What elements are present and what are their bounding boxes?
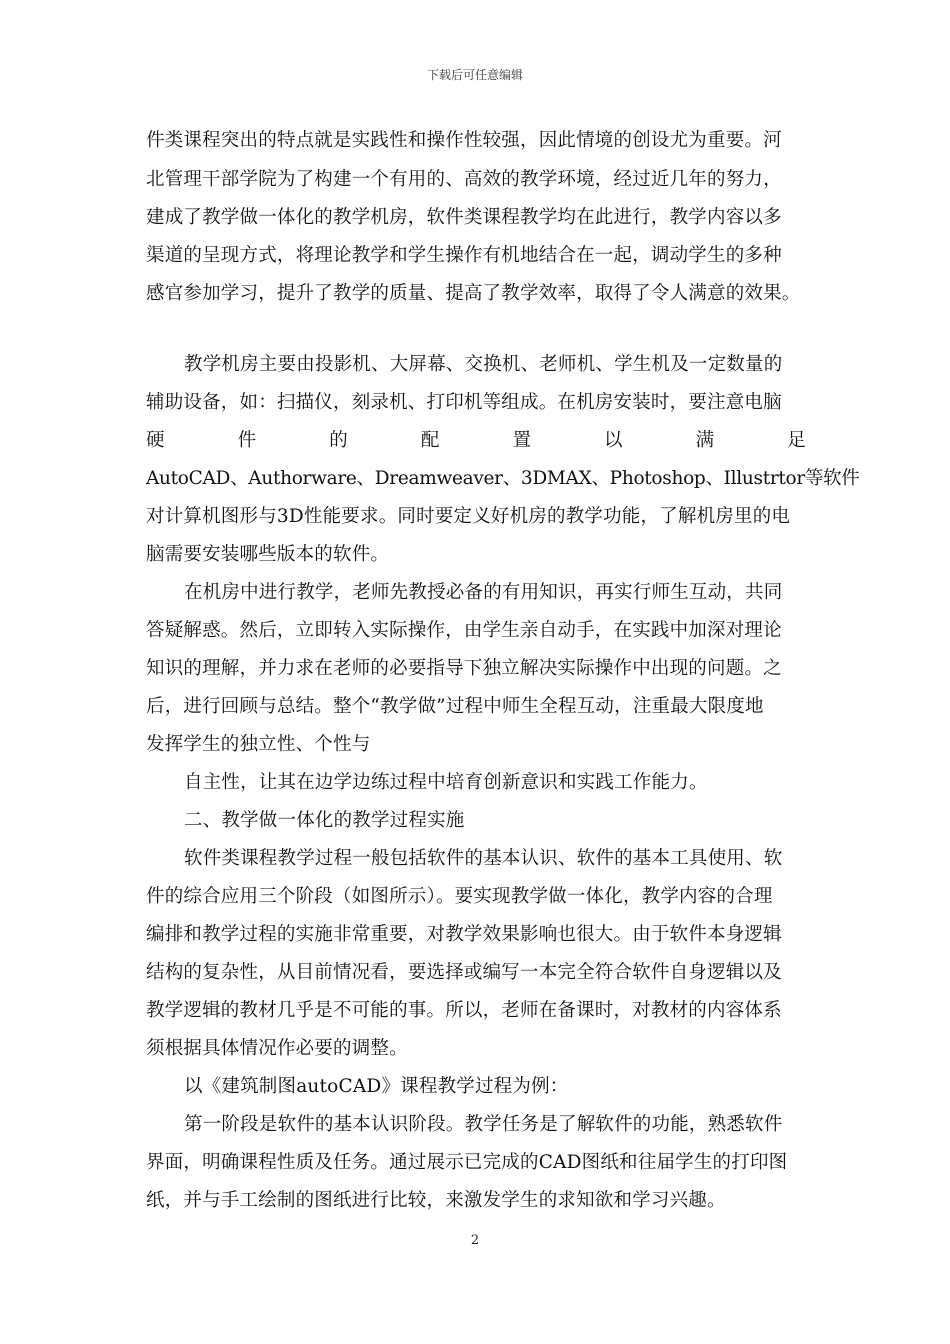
text-line: 建成了教学做一体化的教学机房，软件类课程教学均在此进行，教学内容以多 [146,207,782,228]
text-line: 第一阶段是软件的基本认识阶段。教学任务是了解软件的功能，熟悉软件 [184,1114,783,1135]
spread-char: 的 [329,430,348,451]
text-line: 脑需要安装哪些版本的软件。 [146,544,390,565]
spread-char: 以 [604,430,623,451]
text-line: 件类课程突出的特点就是实践性和操作性较强，因此情境的创设尤为重要。河 [146,130,782,151]
text-line: 软件类课程教学过程一般包括软件的基本认识、软件的基本工具使用、软 [184,848,783,869]
text-line: 以《建筑制图autoCAD》课程教学过程为例： [184,1076,569,1097]
text-line: 感官参加学习，提升了教学的质量、提高了教学效率，取得了令人满意的效果。 [146,283,801,304]
text-line: AutoCAD、Authorware、Dreamweaver、3DMAX、Photoshop、Illustrtor等软件 [146,468,860,489]
section-heading: 二、教学做一体化的教学过程实施 [184,810,465,831]
spread-char: 件 [237,430,257,451]
page-header: 下载后可任意编辑 [426,68,523,82]
text-line: 渠道的呈现方式，将理论教学和学生操作有机地结合在一起，调动学生的多种 [146,245,782,266]
text-line: 纸，并与手工绘制的图纸进行比较，来激发学生的求知欲和学习兴趣。 [146,1190,726,1211]
text-line: 教学机房主要由投影机、大屏幕、交换机、老师机、学生机及一定数量的 [184,354,783,375]
text-line: 辅助设备，如：扫描仪，刻录机、打印机等组成。在机房安装时，要注意电脑 [146,392,782,413]
text-line: 在机房中进行教学，老师先教授必备的有用知识，再实行师生互动，共同 [184,582,783,603]
spread-char: 硬 [146,430,165,451]
text-line: 答疑解惑。然后，立即转入实际操作，由学生亲自动手，在实践中加深对理论 [146,620,782,641]
text-line: 自主性，让其在边学边练过程中培育创新意识和实践工作能力。 [184,772,708,793]
spread-char: 配 [420,430,440,451]
spread-char: 置 [512,430,532,451]
page-number: 2 [470,1233,480,1248]
spread-line [146,426,806,452]
spread-char: 满 [695,430,715,451]
text-line: 北管理干部学院为了构建一个有用的、高效的教学环境，经过近几年的努力， [146,169,782,190]
text-line: 对计算机图形与3D性能要求。同时要定义好机房的教学功能，了解机房里的电 [146,506,791,527]
text-line: 知识的理解，并力求在老师的必要指导下独立解决实际操作中出现的问题。之 [146,658,782,679]
text-line: 发挥学生的独立性、个性与 [146,734,371,755]
text-line: 教学逻辑的教材几乎是不可能的事。所以，老师在备课时，对教材的内容体系 [146,1000,782,1021]
text-line: 界面，明确课程性质及任务。通过展示已完成的CAD图纸和往届学生的打印图 [146,1152,788,1173]
text-line: 须根据具体情况作必要的调整。 [146,1038,408,1059]
text-line: 件的综合应用三个阶段（如图所示）。要实现教学做一体化，教学内容的合理 [146,886,773,907]
spread-char: 足 [787,430,806,451]
text-line: 编排和教学过程的实施非常重要，对教学效果影响也很大。由于软件本身逻辑 [146,924,782,945]
text-line: 后，进行回顾与总结。整个“教学做”过程中师生全程互动，注重最大限度地 [146,696,764,717]
text-line: 结构的复杂性，从目前情况看，要选择或编写一本完全符合软件自身逻辑以及 [146,962,782,983]
